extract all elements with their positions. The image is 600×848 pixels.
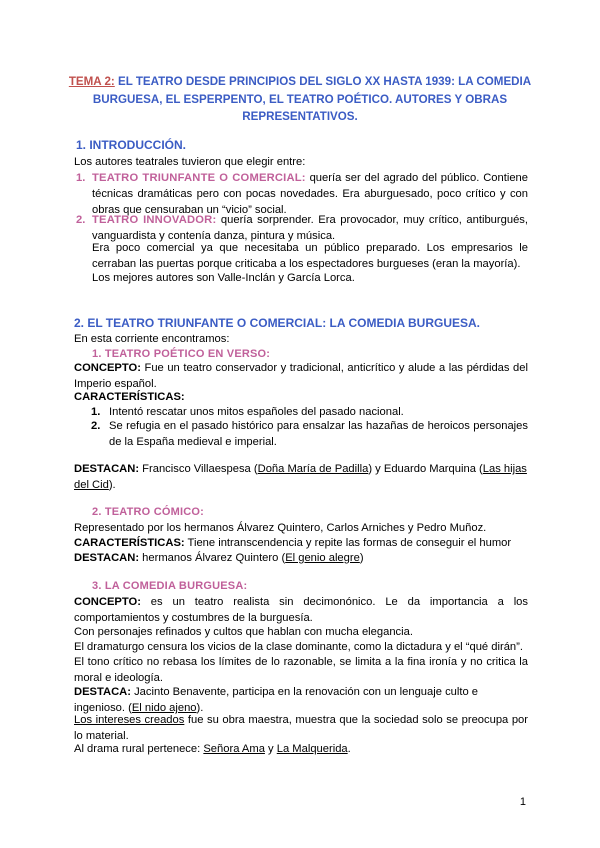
sub2-caract-label: CARACTERÍSTICAS: (74, 537, 185, 549)
sub2-destacan-text-a: hermanos Álvarez Quintero ( (139, 552, 286, 564)
sub3-line-2: Con personajes refinados y cultos que hablan con mucha elegancia. (74, 626, 413, 638)
sub3-line-3: El dramaturgo censura los vicios de la clase dominante, como la dictadura y el “qué dirán”. (74, 641, 523, 653)
s1-item2-text: quería sorprender. Era provocador, muy crítico, antiburgués, vanguardista y contenía danza, pintura y música. (92, 214, 528, 242)
work-title-genio-alegre: El genio alegre (285, 552, 360, 564)
sub3-line-4: El tono crítico no rebasa los límites de lo razonable, se limita a la fina ironía y no critica la moral e ideología. (74, 656, 528, 684)
s1-item1-text: quería ser del agrado del público. Contiene técnicas dramáticas pero con pocas novedades. Era aburguesado, poco crítico y con obras que censuraban un “vicio” social. (92, 172, 528, 216)
sub3-concepto-label: CONCEPTO: (74, 596, 141, 608)
sub3-line-6 (74, 712, 528, 744)
sub1-c2-text: Se refugia en el pasado histórico para ensalzar las hazañas de heroicos personajes de la España medieval e imperial. (109, 420, 528, 448)
sub2-caract-text: Tiene intranscendencia y repite las formas de conseguir el humor (184, 537, 512, 549)
s1-item1-label: TEATRO TRIUNFANTE O COMERCIAL: (92, 172, 306, 184)
sub1-concepto (74, 360, 528, 392)
sub2-destacan (74, 550, 528, 566)
work-title-intereses-creados: Los intereses creados (74, 714, 185, 726)
work-title-senora-ama: Señora Ama (203, 743, 265, 755)
document-title (60, 73, 540, 126)
sub3-destaca-end: ). (196, 702, 204, 714)
sub3-line-7 (74, 741, 528, 757)
section-2-heading: 2. EL TEATRO TRIUNFANTE O COMERCIAL: LA COMEDIA BURGUESA. (74, 316, 481, 330)
sub3-line-7-text-b: y (264, 743, 277, 755)
sub2-destacan-label: DESTACAN: (74, 552, 140, 564)
sub3-concepto (74, 594, 528, 626)
s1-item2-label: TEATRO INNOVADOR: (92, 214, 217, 226)
sub2-line1: Representado por los hermanos Álvarez Quintero, Carlos Arniches y Pedro Muñoz. (74, 522, 487, 534)
s1-item2-paragraph-3: Los mejores autores son Valle-Inclán y García Lorca. (92, 272, 355, 284)
sub1-heading: 1. TEATRO POÉTICO EN VERSO: (92, 348, 271, 360)
sub3-destaca-label: DESTACA: (74, 686, 131, 698)
page-number: 1 (519, 796, 526, 808)
title-lead: TEMA 2: (68, 75, 115, 88)
sub1-destacan-text-c: ). (108, 479, 116, 491)
sub3-line-6-text: fue su obra maestra, muestra que la sociedad solo se preocupa por lo material. (74, 714, 528, 742)
sub1-c1-number: 1. (91, 406, 101, 418)
s1-item1 (92, 170, 528, 218)
sub3-line-7-text-a: Al drama rural pertenece: (74, 743, 204, 755)
sub2-destacan-text-b: ) (359, 552, 364, 564)
sub1-destacan-text-b: ) y Eduardo Marquina ( (368, 463, 483, 475)
sub1-destacan-label: DESTACAN: (74, 463, 140, 475)
sub1-c1-text: Intentó rescatar unos mitos españoles del pasado nacional. (109, 406, 404, 418)
sub1-concepto-text: Fue un teatro conservador y tradicional, anticrítico y alude a las pérdidas del Imperio español. (74, 362, 528, 390)
work-title-dona-maria: Doña María de Padilla (257, 463, 369, 475)
s1-item2-number: 2. (76, 214, 86, 226)
sub3-concepto-text: es un teatro realista sin decimonónico. Le da importancia a los comportamientos y costumbres de la burguesía. (74, 596, 528, 624)
work-title-nido-ajeno: El nido ajeno (131, 702, 197, 714)
sub3-line-7-text-c: . (347, 743, 351, 755)
sub3-heading: 3. LA COMEDIA BURGUESA: (92, 580, 248, 592)
s1-item2-paragraph-2: Era poco comercial ya que necesitaba un público preparado. Los empresarios le cerraban las puertas porque criticaba a los espectadores burgueses (eran la mayoría). (92, 242, 528, 270)
section-1-heading: 1. INTRODUCCIÓN. (76, 138, 187, 152)
sub1-destacan-text-a: Francisco Villaespesa ( (139, 463, 258, 475)
sub2-heading: 2. TEATRO CÓMICO: (92, 506, 204, 518)
work-title-hijas-cid: Las hijas del Cid (74, 463, 527, 491)
sub3-destaca-text: Jacinto Benavente, participa en la renovación con un lenguaje culto e ingenioso. ( (74, 686, 479, 714)
title-text: EL TEATRO DESDE PRINCIPIOS DEL SIGLO XX HASTA 1939: LA COMEDIA BURGUESA, EL ESPERPENTO, EL TEATRO POÉTICO. AUTORES Y OBRAS REPRESENTATIVOS. (92, 75, 532, 123)
sub2-caracteristicas (74, 535, 528, 551)
sub1-destacan (74, 461, 528, 493)
sub1-c2-number: 2. (91, 420, 101, 432)
sub1-concepto-label: CONCEPTO: (74, 362, 141, 374)
sub1-caracteristicas-label: CARACTERÍSTICAS: (74, 391, 185, 403)
s1-item1-number: 1. (76, 172, 86, 184)
section-2-intro: En esta corriente encontramos: (74, 333, 230, 345)
section-1-intro: Los autores teatrales tuvieron que elegir entre: (74, 156, 306, 168)
work-title-malquerida: La Malquerida (276, 743, 348, 755)
